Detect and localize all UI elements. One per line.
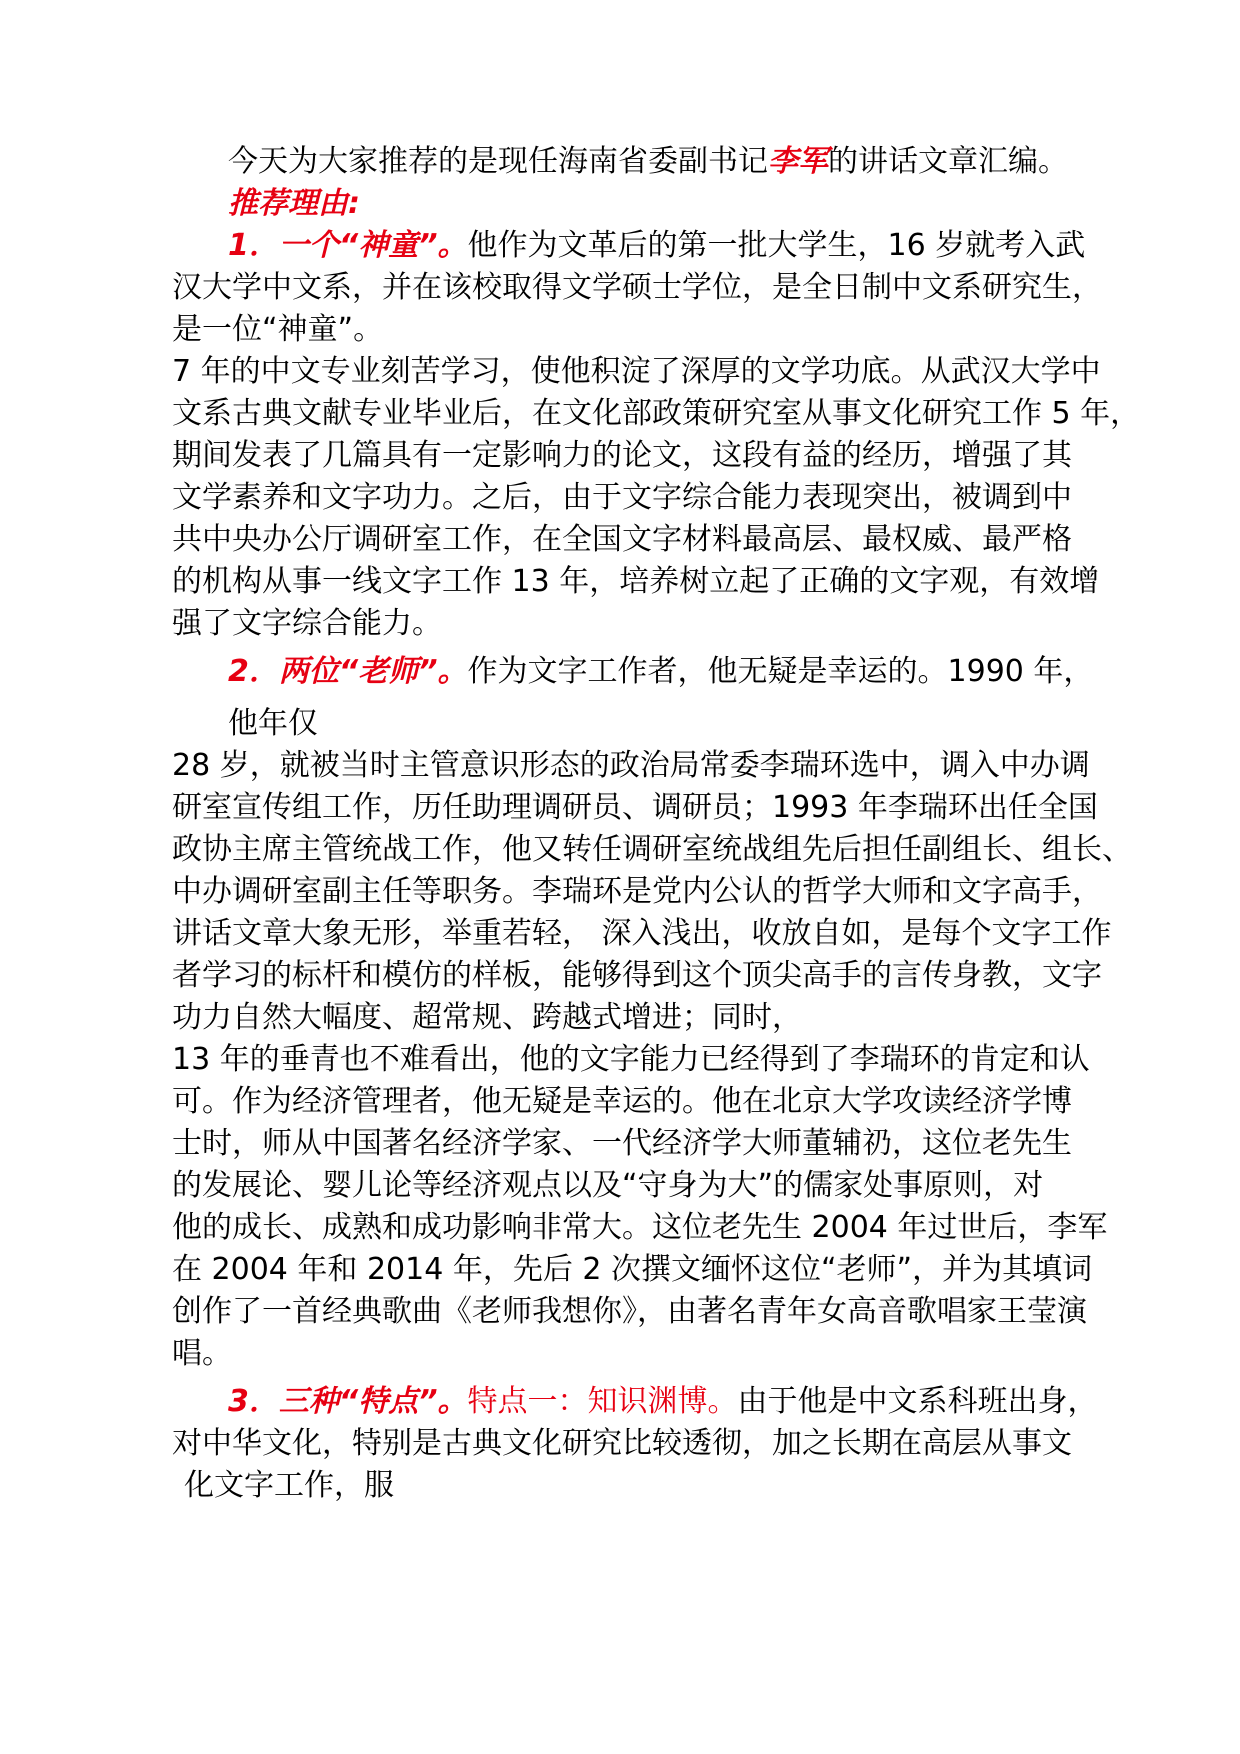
section-1-line: 期间发表了几篇具有一定影响力的论文，这段有益的经历，增强了其 xyxy=(172,438,1072,473)
section-1-line: 强了文字综合能力。 xyxy=(172,606,442,641)
section-2-lead xyxy=(228,652,1093,692)
section-1-line: 共中央办公厅调研室工作，在全国文字材料最高层、最权威、最严格 xyxy=(172,522,1072,557)
section-1-line: 文学素养和文字功力。之后，由于文字综合能力表现突出，被调到中 xyxy=(172,480,1072,515)
section-2-line: 唱。 xyxy=(172,1336,232,1371)
section-1-text: 他作为文革后的第一批大学生，16 岁就考入武 xyxy=(467,228,1086,263)
section-2-line: 士时，师从中国著名经济学家、一代经济学大师董辅礽，这位老先生 xyxy=(172,1126,1072,1161)
section-2-line: 可。作为经济管理者，他无疑是幸运的。他在北京大学攻读经济学博 xyxy=(172,1084,1072,1119)
section-2-line: 政协主席主管统战工作，他又转任调研室统战组先后担任副组长、组长、 xyxy=(172,832,1132,867)
section-3-line: 化文字工作，服 xyxy=(184,1468,394,1503)
section-3-subtitle: 特点一：知识渊博。 xyxy=(467,1384,738,1419)
section-3-text: 由于他是中文系科班出身， xyxy=(737,1384,1098,1419)
section-1-title: 1．一个“神童”。 xyxy=(228,228,468,263)
section-1-line: 文系古典文献专业毕业后，在文化部政策研究室从事文化研究工作 5 年， xyxy=(172,396,1141,431)
section-3-title: 3．三种“特点”。 xyxy=(228,1384,468,1419)
section-2-line: 28 岁，就被当时主管意识形态的政治局常委李瑞环选中，调入中办调 xyxy=(172,748,1090,783)
section-2-title: 2．两位“老师”。 xyxy=(228,654,468,689)
section-2-line: 的发展论、婴儿论等经济观点以及“守身为大”的儒家处事原则，对 xyxy=(172,1168,1044,1203)
intro-text-end: 的讲话文章汇编。 xyxy=(828,144,1068,179)
section-1-line: 7 年的中文专业刻苦学习，使他积淀了深厚的文学功底。从武汉大学中 xyxy=(172,354,1101,389)
section-2-line: 他年仅 xyxy=(228,706,318,741)
section-1-lead xyxy=(228,226,1085,266)
section-1-line: 汉大学中文系，并在该校取得文学硕士学位，是全日制中文系研究生， xyxy=(172,270,1102,305)
highlighted-name: 李军 xyxy=(768,144,828,179)
section-2-line: 讲话文章大象无形，举重若轻， 深入浅出，收放自如，是每个文字工作 xyxy=(172,916,1112,951)
section-2-line: 中办调研室副主任等职务。李瑞环是党内公认的哲学大师和文字高手， xyxy=(172,874,1102,909)
recommend-heading: 推荐理由: xyxy=(228,186,360,221)
section-2-line: 13 年的垂青也不难看出，他的文字能力已经得到了李瑞环的肯定和认 xyxy=(172,1042,1090,1077)
section-3-lead xyxy=(228,1382,1098,1422)
section-2-line: 他的成长、成熟和成功影响非常大。这位老先生 2004 年过世后，李军 xyxy=(172,1210,1108,1245)
section-2-line: 在 2004 年和 2014 年，先后 2 次撰文缅怀这位“老师”，并为其填词 xyxy=(172,1252,1093,1287)
section-1-line: 的机构从事一线文字工作 13 年，培养树立起了正确的文字观，有效增 xyxy=(172,564,1100,599)
section-2-line: 创作了一首经典歌曲《老师我想你》，由著名青年女高音歌唱家王莹演 xyxy=(172,1294,1087,1329)
intro-text: 今天为大家推荐的是现任海南省委副书记 xyxy=(228,144,768,179)
section-2-line: 功力自然大幅度、超常规、跨越式增进；同时， xyxy=(172,1000,802,1035)
section-2-line: 研室宣传组工作，历任助理调研员、调研员；1993 年李瑞环出任全国 xyxy=(172,790,1098,825)
section-1-line: 是一位“神童”。 xyxy=(172,312,384,347)
section-2-line: 者学习的标杆和模仿的样板，能够得到这个顶尖高手的言传身教，文字 xyxy=(172,958,1102,993)
intro-paragraph xyxy=(228,142,1068,182)
section-2-text: 作为文字工作者，他无疑是幸运的。1990 年， xyxy=(467,654,1094,689)
section-3-line: 对中华文化，特别是古典文化研究比较透彻，加之长期在高层从事文 xyxy=(172,1426,1072,1461)
